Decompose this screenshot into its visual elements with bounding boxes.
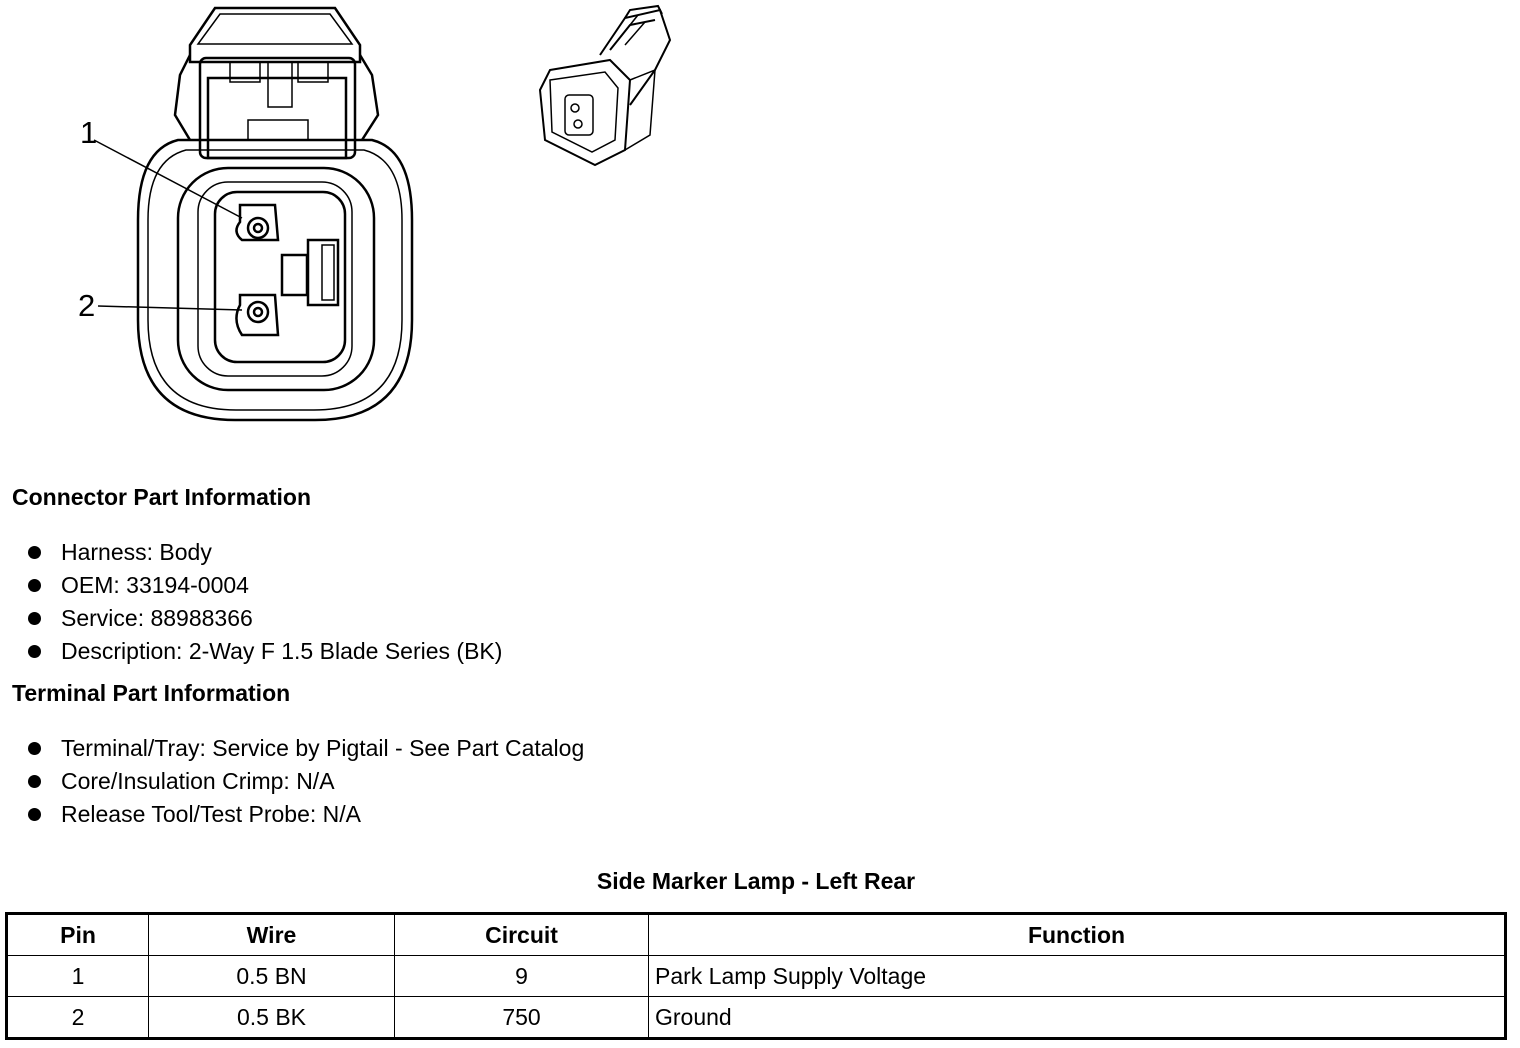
oem-info: OEM: 33194-0004 <box>61 572 249 598</box>
cell-pin: 1 <box>7 956 149 997</box>
header-wire: Wire <box>149 914 395 956</box>
connector-face-drawing <box>60 0 440 430</box>
list-item <box>28 765 584 798</box>
header-pin: Pin <box>7 914 149 956</box>
list-item <box>28 732 584 765</box>
bullet-icon <box>28 645 41 658</box>
connector-isometric-view <box>530 0 680 175</box>
cell-wire: 0.5 BK <box>149 997 395 1039</box>
pin-table-title: Side Marker Lamp - Left Rear <box>596 868 916 894</box>
list-item <box>28 798 584 831</box>
bullet-icon <box>28 808 41 821</box>
cell-wire: 0.5 BN <box>149 956 395 997</box>
pin-label-2: 2 <box>78 288 96 323</box>
bullet-icon <box>28 612 41 625</box>
bullet-icon <box>28 775 41 788</box>
list-item <box>28 536 502 569</box>
bullet-icon <box>28 742 41 755</box>
terminal-part-info-list <box>28 732 584 831</box>
table-row <box>7 997 1506 1039</box>
table-header-row <box>7 914 1506 956</box>
terminal-tray-info: Terminal/Tray: Service by Pigtail - See Part Catalog <box>61 735 585 761</box>
cell-circuit: 9 <box>395 956 649 997</box>
cell-pin: 2 <box>7 997 149 1039</box>
header-circuit: Circuit <box>395 914 649 956</box>
list-item <box>28 602 502 635</box>
release-tool-info: Release Tool/Test Probe: N/A <box>61 801 362 827</box>
list-item <box>28 635 502 668</box>
terminal-part-info-heading: Terminal Part Information <box>12 680 291 706</box>
harness-info: Harness: Body <box>61 539 212 565</box>
list-item <box>28 569 502 602</box>
connector-isometric-drawing <box>530 0 680 175</box>
pin-table <box>5 912 1507 1040</box>
bullet-icon <box>28 546 41 559</box>
header-function: Function <box>649 914 1506 956</box>
bullet-icon <box>28 579 41 592</box>
table-row <box>7 956 1506 997</box>
connector-part-info-list <box>28 536 502 668</box>
description-info: Description: 2-Way F 1.5 Blade Series (BK) <box>61 638 503 664</box>
cell-function: Park Lamp Supply Voltage <box>649 956 1506 997</box>
crimp-info: Core/Insulation Crimp: N/A <box>61 768 335 794</box>
cell-function: Ground <box>649 997 1506 1039</box>
connector-face-diagram <box>60 0 440 430</box>
service-info: Service: 88988366 <box>61 605 253 631</box>
cell-circuit: 750 <box>395 997 649 1039</box>
pin-label-1: 1 <box>80 115 98 150</box>
connector-part-info-heading: Connector Part Information <box>12 484 312 510</box>
